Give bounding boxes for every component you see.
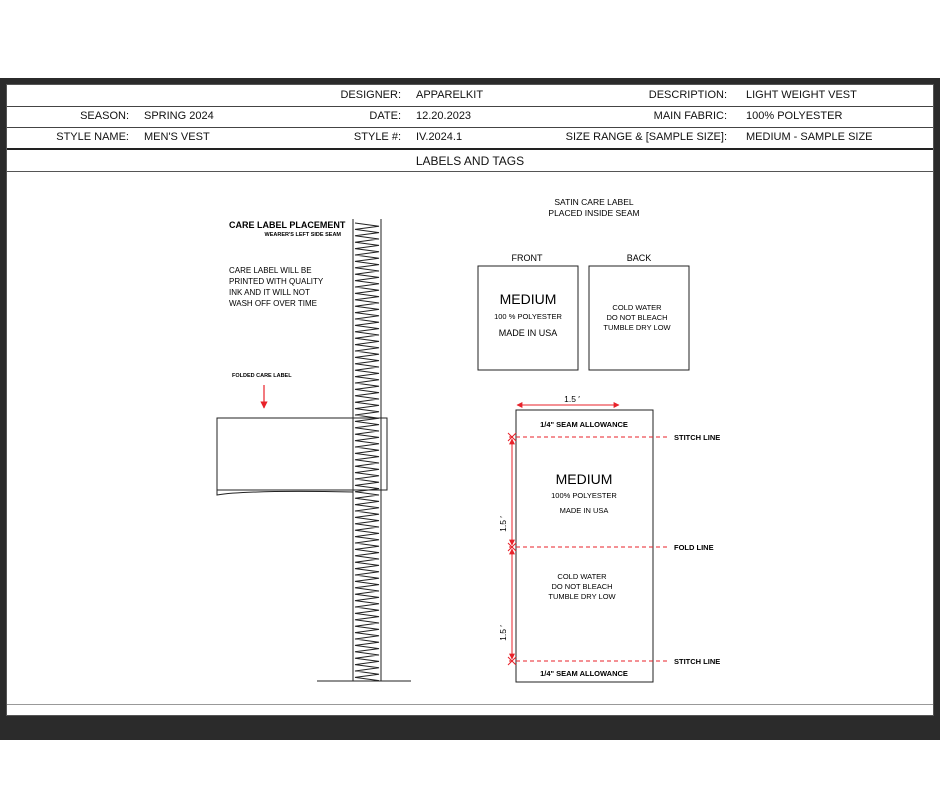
folded-care-label <box>217 418 387 495</box>
season-value: SPRING 2024 <box>144 110 214 122</box>
placement-note-4: WASH OFF OVER TIME <box>229 299 318 308</box>
folded-label-caption: FOLDED CARE LABEL <box>232 373 292 379</box>
front-fabric: 100 % POLYESTER <box>494 312 562 321</box>
flat-care-1: COLD WATER <box>557 572 607 581</box>
height-dimension-bottom: 1.5 ′ <box>498 625 508 641</box>
style-number-label: STYLE #: <box>353 131 401 143</box>
width-dimension: 1.5 ′ <box>564 394 580 404</box>
flat-care-2: DO NOT BLEACH <box>551 582 613 591</box>
style-number-value: IV.2024.1 <box>416 131 463 143</box>
back-care-2: DO NOT BLEACH <box>606 313 668 322</box>
flat-label-box <box>516 410 653 682</box>
seam-allowance-bottom: 1/4" SEAM ALLOWANCE <box>540 669 628 678</box>
header-row-1 <box>7 85 933 107</box>
section-title: LABELS AND TAGS <box>7 151 933 172</box>
size-range-value: MEDIUM - SAMPLE SIZE <box>746 131 873 143</box>
fold-line-label: FOLD LINE <box>674 543 714 552</box>
description-value: LIGHT WEIGHT VEST <box>746 89 857 101</box>
bottom-rule <box>7 704 933 705</box>
placement-note-1: CARE LABEL WILL BE <box>229 266 312 275</box>
stitch-line-bottom-label: STITCH LINE <box>674 657 721 666</box>
spec-sheet <box>6 84 934 716</box>
flat-origin: MADE IN USA <box>559 506 609 515</box>
placement-note-2: PRINTED WITH QUALITY <box>229 277 324 286</box>
main-fabric-label: MAIN FABRIC: <box>653 110 727 122</box>
front-heading: FRONT <box>511 253 543 263</box>
seam-stitching <box>355 223 379 681</box>
description-label: DESCRIPTION: <box>648 89 727 101</box>
header-row-2 <box>7 106 933 128</box>
designer-label: DESIGNER: <box>340 89 401 101</box>
labels-drawing <box>7 173 933 713</box>
style-name-label: STYLE NAME: <box>56 131 129 143</box>
front-origin: MADE IN USA <box>498 328 558 338</box>
back-care-1: COLD WATER <box>612 303 662 312</box>
placement-subtitle: WEARER'S LEFT SIDE SEAM <box>264 232 341 238</box>
designer-value: APPARELKIT <box>416 89 484 101</box>
height-dimension-top: 1.5 ′ <box>498 516 508 532</box>
back-heading: BACK <box>626 253 652 263</box>
style-name-value: MEN'S VEST <box>144 131 210 143</box>
seam-allowance-top: 1/4" SEAM ALLOWANCE <box>540 420 628 429</box>
date-label: DATE: <box>369 110 401 122</box>
placement-note-3: INK AND IT WILL NOT <box>229 288 310 297</box>
placement-title: CARE LABEL PLACEMENT <box>229 220 346 230</box>
satin-heading-2: PLACED INSIDE SEAM <box>548 208 640 218</box>
date-value: 12.20.2023 <box>416 110 472 122</box>
spec-sheet-frame <box>0 78 940 740</box>
season-label: SEASON: <box>80 110 129 122</box>
flat-fabric: 100% POLYESTER <box>551 491 617 500</box>
stitch-line-top-label: STITCH LINE <box>674 433 721 442</box>
flat-size: MEDIUM <box>555 471 613 487</box>
header-row-3 <box>7 127 933 150</box>
back-care-3: TUMBLE DRY LOW <box>603 323 671 332</box>
flat-care-3: TUMBLE DRY LOW <box>548 592 616 601</box>
size-range-label: SIZE RANGE & [SAMPLE SIZE]: <box>565 131 727 143</box>
front-size: MEDIUM <box>499 291 557 307</box>
main-fabric-value: 100% POLYESTER <box>746 110 843 122</box>
seam-drawing <box>317 219 411 681</box>
satin-heading-1: SATIN CARE LABEL <box>554 197 634 207</box>
